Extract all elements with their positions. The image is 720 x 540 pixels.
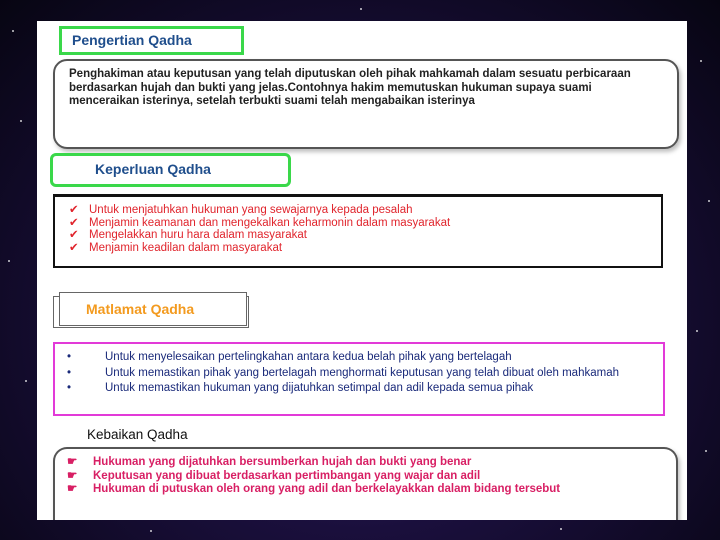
list-item-text: Untuk memastikan pihak yang bertelagah menghormati keputusan yang telah dibuat oleh mahkamah: [105, 366, 619, 379]
pengertian-box: [53, 59, 679, 149]
pengertian-text: Penghakiman atau keputusan yang telah diputuskan oleh pihak mahkamah dalam sesuatu perbicaraan berdasarkan hujah dan bukti yang jelas.Contohnya hakim memutuskan hukuman supaya suami menceraikan isterinya, setelah terbukti suami telah mengabaikan isterinya: [69, 68, 631, 107]
bullet-icon: •: [67, 366, 72, 379]
check-icon: ✔: [69, 229, 79, 241]
slide: [37, 21, 687, 520]
list-item: [63, 204, 661, 217]
keperluan-list: [63, 204, 661, 254]
list-item-text: Keputusan yang dibuat berdasarkan pertimbangan yang wajar dan adil: [93, 469, 481, 482]
list-item-text: Untuk menyelesaikan pertelingkahan antara kedua belah pihak yang bertelagah: [105, 351, 512, 363]
check-icon: ✔: [69, 204, 79, 216]
list-item: [63, 382, 663, 395]
pointing-hand-icon: ☛: [67, 469, 78, 482]
bullet-icon: •: [67, 382, 72, 394]
list-item: [63, 351, 663, 364]
pengertian-heading: Pengertian Qadha: [59, 26, 244, 55]
kebaikan-heading: Kebaikan Qadha: [87, 427, 188, 442]
kebaikan-box: [53, 447, 678, 520]
bullet-icon: •: [67, 351, 72, 363]
list-item-text: Hukuman di putuskan oleh orang yang adil dan berkelayakkan dalam bidang tersebut: [93, 483, 561, 495]
list-item: [63, 242, 661, 255]
check-icon: ✔: [69, 241, 79, 254]
list-item-text: Hukuman yang dijatuhkan bersumberkan hujah dan bukti yang benar: [93, 456, 472, 468]
list-item: [65, 456, 676, 469]
list-item: [65, 470, 676, 483]
pointing-hand-icon: ☛: [67, 456, 78, 468]
list-item: [63, 229, 661, 242]
list-item: [65, 483, 676, 496]
pointing-hand-icon: ☛: [67, 483, 78, 495]
matlamat-list: [63, 351, 663, 395]
list-item-text: Menjamin keadilan dalam masyarakat: [89, 241, 283, 254]
keperluan-box: [53, 194, 663, 268]
list-item: [63, 217, 661, 230]
list-item-text: Untuk memastikan hukuman yang dijatuhkan setimpal dan adil kepada semua pihak: [105, 382, 534, 394]
list-item: [63, 367, 663, 380]
keperluan-heading: Keperluan Qadha: [50, 153, 291, 187]
list-item-text: Mengelakkan huru hara dalam masyarakat: [89, 229, 307, 241]
matlamat-box: [53, 342, 665, 416]
kebaikan-list: [65, 456, 676, 496]
list-item-text: Untuk menjatuhkan hukuman yang sewajarnya kepada pesalah: [89, 204, 413, 216]
check-icon: ✔: [69, 216, 79, 229]
matlamat-heading: Matlamat Qadha: [59, 292, 247, 326]
list-item-text: Menjamin keamanan dan mengekalkan keharmonin dalam masyarakat: [89, 216, 451, 229]
